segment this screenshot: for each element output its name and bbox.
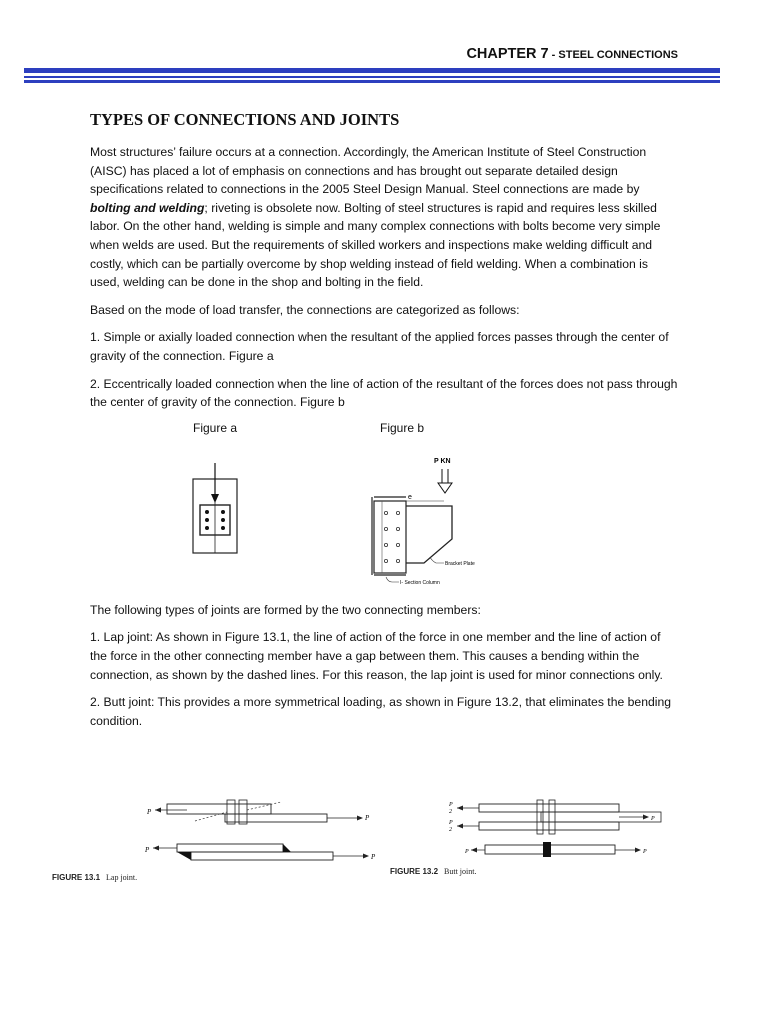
figure-13-2-text: Butt joint.: [444, 867, 477, 876]
section-title: TYPES OF CONNECTIONS AND JOINTS: [90, 110, 400, 129]
figure-b-load-label: P KN: [434, 457, 451, 465]
butt-force-right-2: P: [643, 849, 647, 855]
butt-half-2-2: 2: [449, 827, 452, 833]
intro-text-cont: ; riveting is obsolete now. Bolting of steel structures is rapid and requires less skilled labor. On the other hand, welding is simple and many complex connections with bolts become very simple when welds are used. But the requirements of skilled workers and inspections make welding difficult and costly, which can be partially overcome by shop welding instead of field welding. When a combination is used, welding can be done in the shop and bolting in the field.: [90, 200, 661, 290]
lap-force-left-2: P: [145, 846, 150, 854]
figure-a-diagram: [190, 461, 242, 561]
category-1: 1. Simple or axially loaded connection when the resultant of the applied forces passes through the center of gravity of the connection. Figure a: [90, 330, 669, 363]
lap-force-right-2: P: [371, 853, 376, 861]
figure-13-2-caption: [390, 867, 476, 876]
figure-b-column-label: I- Section Column: [400, 579, 440, 586]
page-content: [90, 110, 680, 739]
intro-text: Most structures’ failure occurs at a connection. Accordingly, the American Institute of Steel Construction (AISC) has placed a lot of emphasis on connections and has brought out separate detailed design specifications related to connections in the 2005 Steel Design Manual. Steel connections are made by: [90, 145, 647, 197]
header-rule: [24, 80, 720, 83]
category-2: 2. Eccentrically loaded connection when the line of action of the resultant of the forces does not pass through the center of gravity of the connection. Figure b: [90, 376, 678, 410]
figure-b-label: Figure b: [380, 420, 425, 435]
figure-b-diagram: [366, 451, 486, 596]
butt-force-left: P: [465, 849, 469, 855]
butt-half-p: P: [449, 802, 453, 808]
joint-2: 2. Butt joint: This provides a more symmetrical loading, as shown in Figure 13.2, that eliminates the bending condition.: [90, 695, 672, 728]
header-rule: [24, 68, 720, 73]
butt-joint-diagram: [445, 796, 665, 868]
intro-paragraph: [90, 143, 680, 292]
joints-intro: The following types of joints are formed by the two connecting members:: [90, 602, 481, 617]
figure-a-label: Figure a: [193, 420, 238, 435]
figure-b-ecc-label: e: [408, 493, 412, 501]
categories-intro: Based on the mode of load transfer, the connections are categorized as follows:: [90, 302, 520, 317]
lap-force-right: P: [365, 814, 370, 822]
butt-half-2: 2: [449, 809, 452, 815]
figure-13-1-caption: [52, 873, 137, 882]
butt-half-p-2: P: [449, 820, 453, 826]
chapter-header: [466, 46, 678, 62]
butt-force-right: P: [651, 816, 655, 822]
lap-joint-diagram: [135, 790, 385, 870]
figure-13-1-number: FIGURE 13.1: [52, 873, 101, 882]
header-rule: [24, 76, 720, 78]
lap-force-left: P: [147, 808, 152, 816]
chapter-subtitle: - STEEL CONNECTIONS: [548, 49, 678, 61]
intro-emphasis: bolting and welding: [90, 200, 205, 215]
figure-13-2-number: FIGURE 13.2: [390, 867, 439, 876]
figure-b-bracket-label: Bracket Plate: [445, 560, 475, 567]
chapter-number: CHAPTER 7: [466, 46, 549, 62]
figure-row: [90, 421, 680, 601]
joint-figures: [40, 790, 680, 890]
figure-13-1-text: Lap joint.: [106, 873, 138, 882]
joint-1: 1. Lap joint: As shown in Figure 13.1, the line of action of the force in one member and the line of action of the force in the other connecting member have a gap between them. This causes a bending within the connection, as shown by the dashed lines. For this reason, the lap joint is used for minor connections only.: [90, 630, 663, 682]
